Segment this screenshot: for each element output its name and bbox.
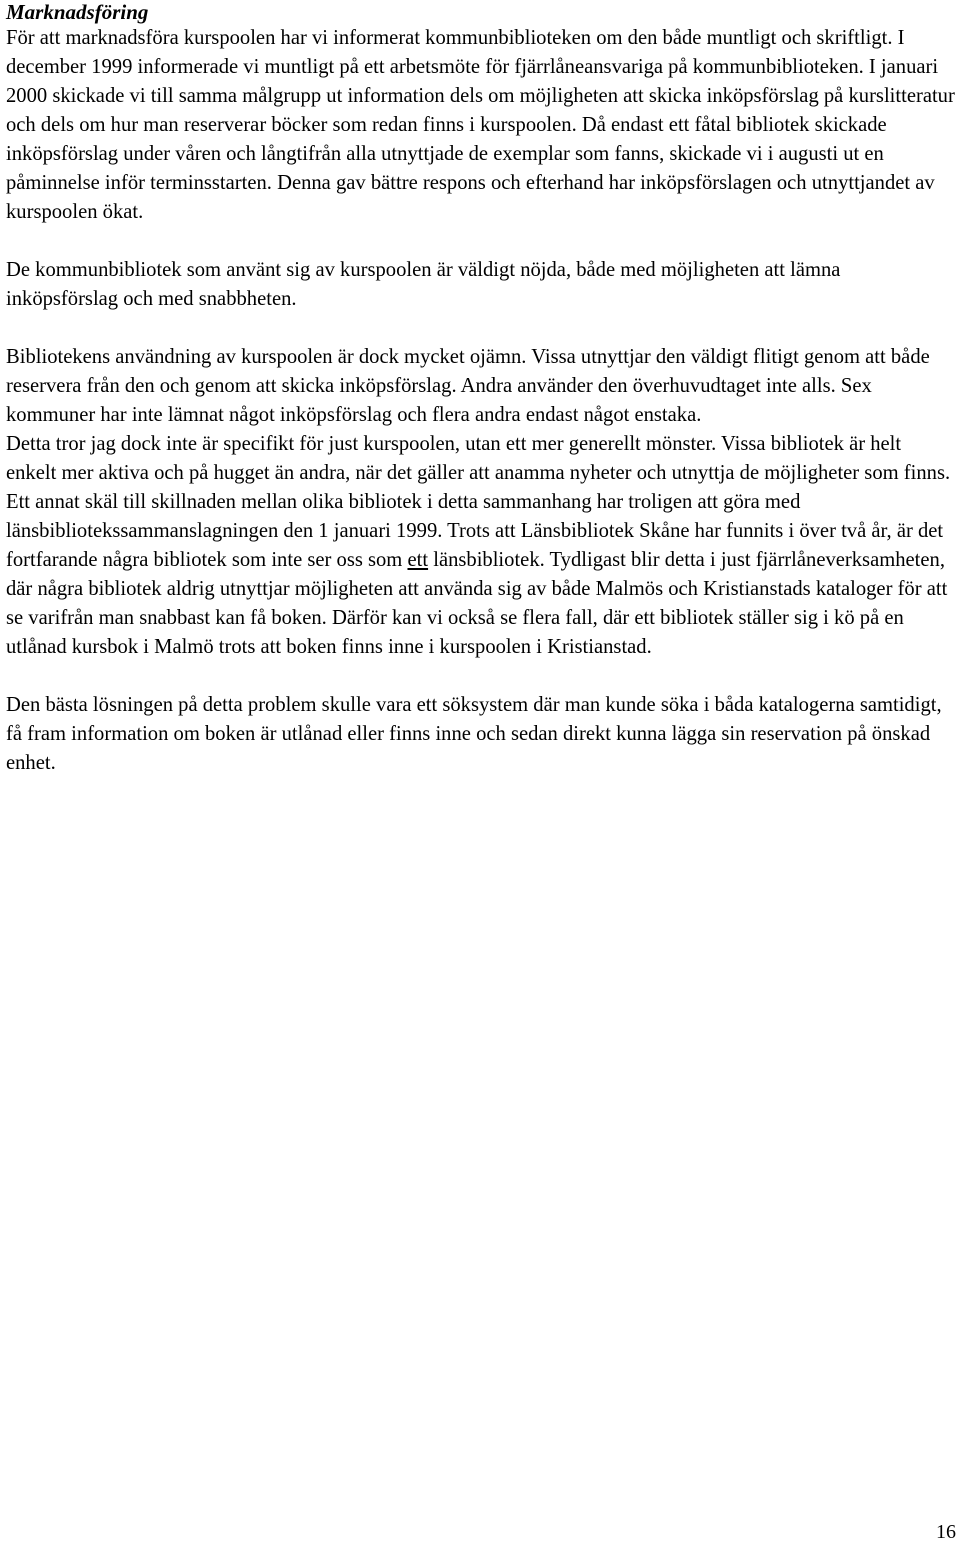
document-page <box>6 0 956 778</box>
paragraph-uneven-usage: Bibliotekens användning av kurspoolen är dock mycket ojämn. Vissa utnyttjar den väldigt flitigt genom att både reservera från den och genom att skicka inköpsförslag. Andra använder den överhuvudtaget inte alls. Sex kommuner har inte lämnat något inköpsförslag och flera andra endast något enstaka. <box>6 346 930 426</box>
paragraph-marketing-intro: För att marknadsföra kurspoolen har vi informerat kommunbiblioteken om den både muntligt och skriftligt. I december 1999 informerade vi muntligt på ett arbetsmöte för fjärrlåneansvariga på kommunbiblioteken. I januari 2000 skickade vi till samma målgrupp ut information dels om möjligheten att skicka inköpsförslag på kurslitteratur och dels om hur man reserverar böcker som redan finns i kurspoolen. Då endast ett fåtal bibliotek skickade inköpsförslag under våren och långtifrån alla utnyttjade de exemplar som fanns, skickade vi i augusti ut en påminnelse inför terminsstarten. Denna gav bättre respons och efterhand har inköpsförslagen och utnyttjandet av kurspoolen ökat. <box>6 27 955 223</box>
paragraph-other-reason-part1: Ett annat skäl till skillnaden mellan olika bibliotek i detta sammanhang har troligen att göra med länsbibliotekssammanslagningen den 1 januari 1999. Trots att Länsbibliotek Skåne har funnits i över två år, är det fortfarande några bibliotek som inte ser oss som <box>6 491 944 571</box>
paragraph-satisfied-libraries: De kommunbibliotek som använt sig av kurspoolen är väldigt nöjda, både med möjligheten att lämna inköpsförslag och med snabbheten. <box>6 259 841 310</box>
page-number: 16 <box>936 1521 956 1543</box>
underlined-word: ett <box>407 549 429 571</box>
paragraph-general-pattern: Detta tror jag dock inte är specifikt för just kurspoolen, utan ett mer generellt mönster. Vissa bibliotek är helt enkelt mer aktiva och på hugget än andra, när det gäller att anamma nyheter och utnyttja de möjligheter som finns. <box>6 433 951 484</box>
paragraph-best-solution: Den bästa lösningen på detta problem skulle vara ett söksystem där man kunde söka i båda katalogerna samtidigt, få fram information om boken är utlånad eller finns inne och sedan direkt kunna lägga sin reservation på önskad enhet. <box>6 694 942 774</box>
paragraph-other-reason <box>6 488 956 662</box>
section-title: Marknadsföring <box>6 0 149 24</box>
paragraph-other-reason-part2: länsbibliotek. Tydligast blir detta i just fjärrlåneverksamheten, där några bibliotek aldrig utnyttjar möjligheten att använda sig av både Malmös och Kristianstads kataloger för att se varifrån man snabbast kan få boken. Därför kan vi också se flera fall, där ett bibliotek ställer sig i kö på en utlånad kursbok i Malmö trots att boken finns inne i kurspoolen i Kristianstad. <box>6 549 948 658</box>
